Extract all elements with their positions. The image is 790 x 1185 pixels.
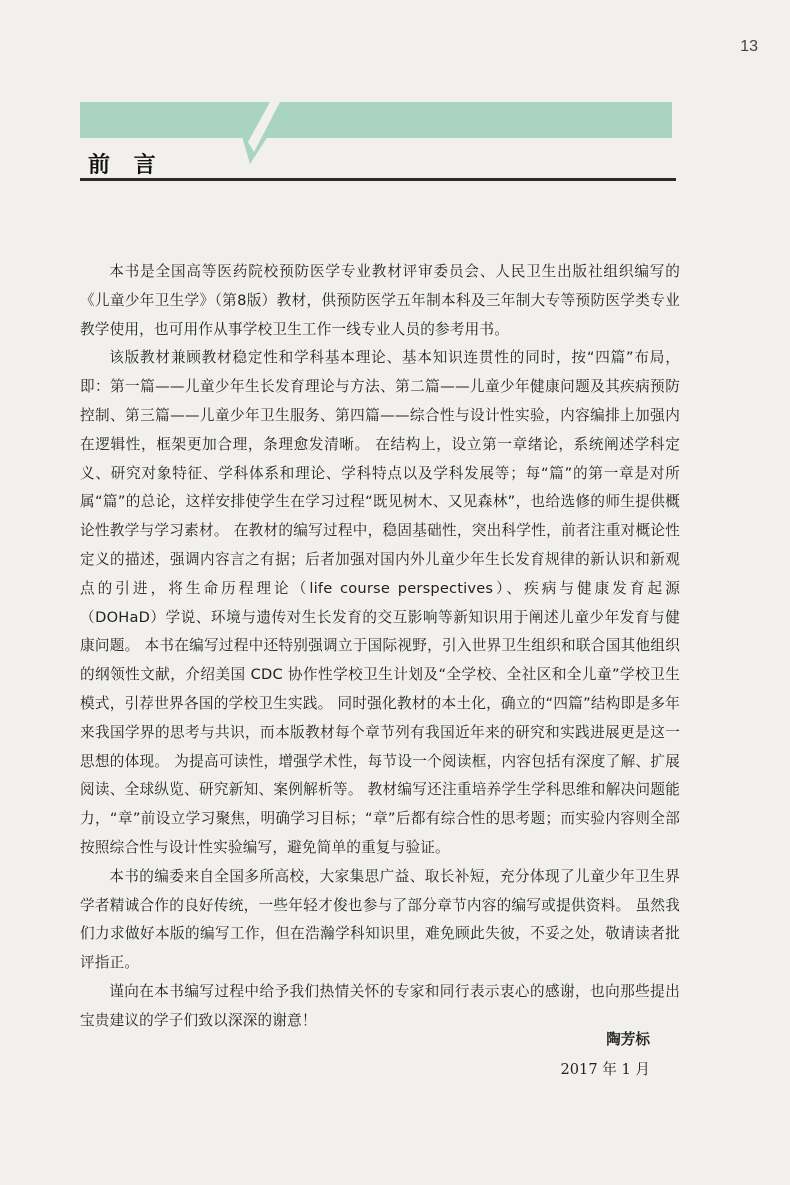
- page-title: 前 言: [88, 153, 164, 178]
- paragraph: 该版教材兼顾教材稳定性和学科基本理论、基本知识连贯性的同时，按“四篇”布局，即：第一篇——儿童少年生长发育理论与方法、第二篇——儿童少年健康问题及其疾病预防控制、第三篇——儿童少年卫生服务、第四篇——综合性与设计性实验，内容编排上加强内在逻辑性，框架更加合理，条理愈发清晰。 在结构上，设立第一章绪论，系统阐述学科定义、研究对象特征、学科体系和理论、学科特点以及学科发展等；每“篇”的第一章是对所属“篇”的总论，这样安排使学生在学习过程“既见树木、又见森林”，也给选修的师生提供概论性教学与学习素材。 在教材的编写过程中，稳固基础性，突出科学性，前者注重对概论性定义的描述，强调内容言之有据；后者加强对国内外儿童少年生长发育规律的新认识和新观点的引进，将生命历程理论（life course perspectives）、疾病与健康发育起源（DOHaD）学说、环境与遗传对生长发育的交互影响等新知识用于阐述儿童少年发育与健康问题。 本书在编写过程中还特别强调立于国际视野，引入世界卫生组织和联合国其他组织的纲领性文献，介绍美国 CDC 协作性学校卫生计划及“全学校、全社区和全儿童”学校卫生模式，引荐世界各国的学校卫生实践。 同时强化教材的本土化，确立的“四篇”结构即是多年来我国学界的思考与共识，而本版教材每个章节列有我国近年来的研究和实践进展更是这一思想的体现。 为提高可读性，增强学术性，每节设一个阅读框，内容包括有深度了解、扩展阅读、全球纵览、研究新知、案例解析等。 教材编写还注重培养学生学科思维和解决问题能力，“章”前设立学习聚焦，明确学习目标；“章”后都有综合性的思考题；而实验内容则全部按照综合性与设计性实验编写，避免简单的重复与验证。: [80, 349, 680, 856]
- preface-body: [80, 258, 680, 1036]
- title-rule: [80, 178, 676, 181]
- date: 2017 年 1 月: [560, 1061, 650, 1078]
- author-signature: 陶芳标: [606, 1031, 650, 1048]
- paragraph: 本书的编委来自全国多所高校，大家集思广益、取长补短，充分体现了儿童少年卫生界学者精诚合作的良好传统，一些年轻才俊也参与了部分章节内容的编写或提供资料。 虽然我们力求做好本版的编写工作，但在浩瀚学科知识里，难免顾此失彼，不妥之处，敬请读者批评指正。: [80, 867, 680, 972]
- page-number: 13: [740, 38, 758, 55]
- paragraph: 本书是全国高等医药院校预防医学专业教材评审委员会、人民卫生出版社组织编写的《儿童少年卫生学》（第8版）教材，供预防医学五年制本科及三年制大专等预防医学类专业教学使用，也可用作从事学校卫生工作一线专业人员的参考用书。: [80, 263, 680, 338]
- header-decoration-band: [80, 102, 672, 138]
- header-band-right: [260, 102, 672, 138]
- paragraph: 谨向在本书编写过程中给予我们热情关怀的专家和同行表示衷心的感谢，也向那些提出宝贵建议的学子们致以深深的谢意！: [80, 982, 680, 1029]
